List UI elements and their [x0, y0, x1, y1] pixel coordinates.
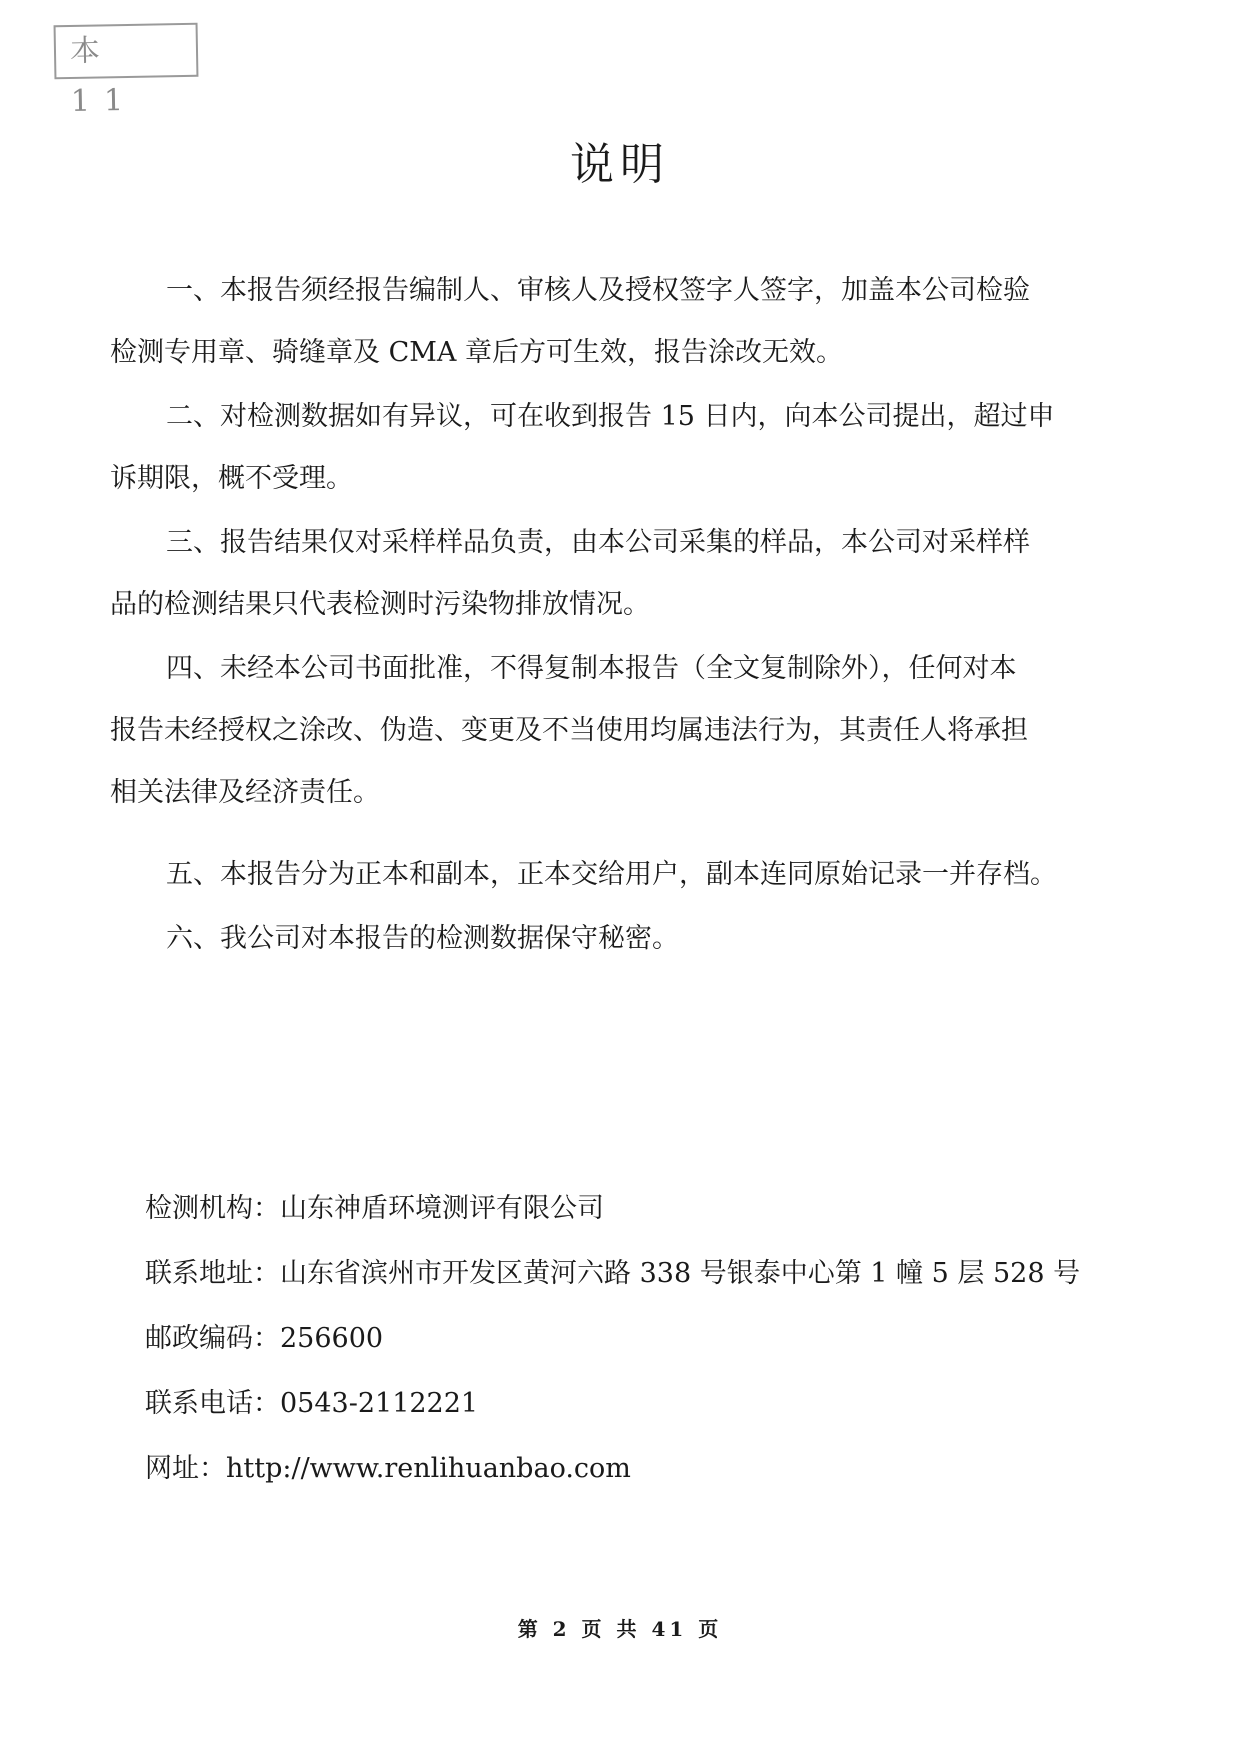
contact-value: 0543-2112221	[280, 1388, 479, 1419]
statement-line: 诉期限，概不受理。	[110, 463, 353, 494]
contact-postcode	[145, 1316, 383, 1355]
statement-item-5	[110, 844, 1120, 906]
statement-item-4	[110, 638, 1120, 824]
statement-line: 三、报告结果仅对采样样品负责，由本公司采集的样品，本公司对采样样	[166, 527, 1030, 558]
contact-label: 联系地址：	[145, 1258, 280, 1289]
contact-value: http://www.renlihuanbao.com	[226, 1453, 631, 1484]
contact-label: 邮政编码：	[145, 1323, 280, 1354]
statement-line: 二、对检测数据如有异议，可在收到报告 15 日内，向本公司提出，超过申	[166, 401, 1055, 432]
statement-item-3	[110, 512, 1120, 636]
statement-item-2	[110, 386, 1120, 510]
statement-item-6	[110, 908, 1120, 970]
contact-label: 检测机构：	[145, 1193, 280, 1224]
page-prefix: 第	[517, 1617, 542, 1641]
contact-label: 网址：	[145, 1453, 226, 1484]
statement-line: 品的检测结果只代表检测时污染物排放情况。	[110, 589, 650, 620]
statement-line: 相关法律及经济责任。	[110, 777, 380, 808]
statement-line: 六、我公司对本报告的检测数据保守秘密。	[166, 923, 679, 954]
page-number	[0, 1613, 1240, 1642]
statement-item-1	[110, 260, 1120, 384]
page-suffix: 页	[698, 1617, 723, 1641]
statement-line: 报告未经授权之涂改、伪造、变更及不当使用均属违法行为，其责任人将承担	[110, 715, 1028, 746]
statement-line: 四、未经本公司书面批准，不得复制本报告（全文复制除外），任何对本	[166, 653, 1017, 684]
contact-label: 联系电话：	[145, 1388, 280, 1419]
copy-stamp: 本 11	[54, 23, 199, 80]
page-middle: 页 共	[581, 1617, 641, 1641]
statement-line: 五、本报告分为正本和副本，正本交给用户，副本连同原始记录一并存档。	[166, 859, 1057, 890]
page-title: 说明	[570, 139, 670, 190]
contact-website	[145, 1446, 631, 1485]
statement-line: 检测专用章、骑缝章及 CMA 章后方可生效，报告涂改无效。	[110, 337, 843, 368]
contact-value: 山东神盾环境测评有限公司	[280, 1193, 604, 1224]
contact-phone	[145, 1381, 478, 1420]
contact-address	[145, 1251, 1080, 1290]
contact-value: 256600	[280, 1323, 384, 1354]
contact-organization	[145, 1186, 604, 1225]
contact-value: 山东省滨州市开发区黄河六路 338 号银泰中心第 1 幢 5 层 528 号	[280, 1258, 1081, 1289]
total-pages: 41	[651, 1617, 688, 1641]
statement-line: 一、本报告须经报告编制人、审核人及授权签字人签字，加盖本公司检验	[166, 275, 1030, 306]
current-page: 2	[552, 1617, 571, 1641]
